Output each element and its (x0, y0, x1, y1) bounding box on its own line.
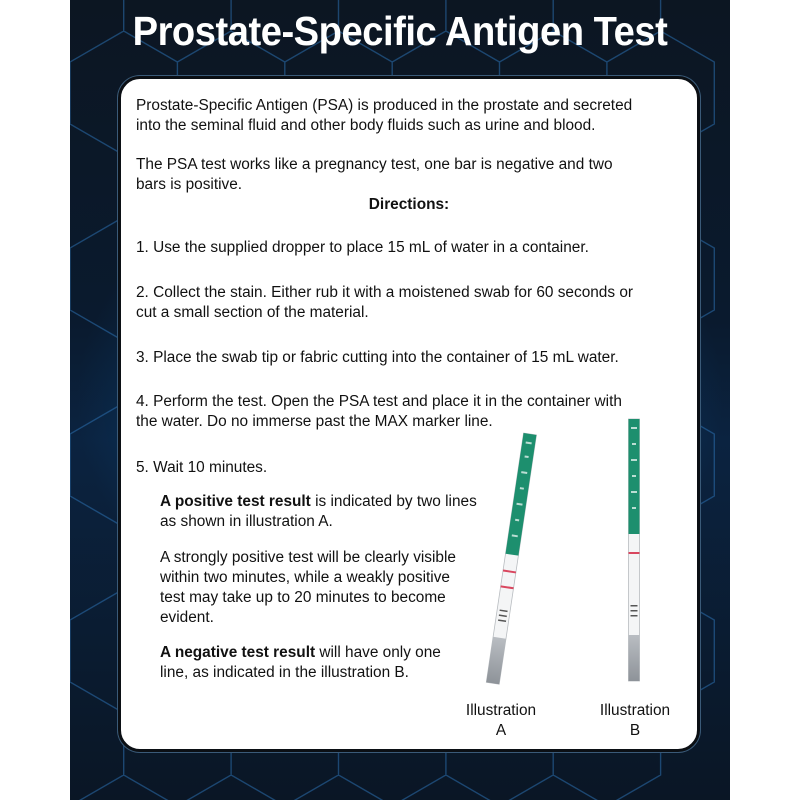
page-title: Prostate-Specific Antigen Test (132, 8, 668, 54)
poster-background (70, 0, 730, 800)
test-strip-a (486, 433, 536, 684)
illustration-b-letter: B (629, 722, 641, 739)
step-4-line-1: 4. Perform the test. Open the PSA test and place it in the container with (136, 393, 622, 410)
intro-line-2: into the seminal fluid and other body fluids such as urine and blood. (136, 117, 596, 134)
step-2-line-2: cut a small section of the material. (136, 304, 369, 321)
step-5: 5. Wait 10 minutes. (136, 459, 268, 476)
illustration-a-label: Illustration (465, 702, 537, 719)
intro-line-1: Prostate-Specific Antigen (PSA) is produced in the prostate and secreted (136, 97, 633, 114)
step-3: 3. Place the swab tip or fabric cutting into the container of 15 mL water. (136, 349, 619, 366)
strong-positive-line-1: A strongly positive test will be clearly visible (160, 549, 456, 566)
strong-positive-line-4: evident. (160, 609, 214, 626)
positive-result-bold: A positive test result (160, 493, 311, 510)
negative-result-bold: A negative test result (160, 644, 316, 661)
illustration-b-label: Illustration (599, 702, 671, 719)
negative-result-line-2: line, as indicated in the illustration B. (160, 664, 409, 681)
strong-positive-line-2: within two minutes, while a weakly positive (160, 569, 450, 586)
step-1: 1. Use the supplied dropper to place 15 mL of water in a container. (136, 239, 589, 256)
step-2-line-1: 2. Collect the stain. Either rub it with a moistened swab for 60 seconds or (136, 284, 634, 301)
illustration-b-caption (575, 701, 695, 741)
strip-a-label-band (506, 433, 537, 556)
negative-result-rest: will have only one (315, 644, 441, 661)
illustration-a-letter: A (495, 722, 507, 739)
positive-result-line-2: as shown in illustration A. (160, 513, 333, 530)
positive-result-rest: is indicated by two lines (310, 493, 477, 510)
directions-heading: Directions: (368, 196, 450, 213)
strong-positive-line-3: test may take up to 20 minutes to become (160, 589, 446, 606)
instruction-card (118, 76, 700, 752)
pregnancy-note-line-1: The PSA test works like a pregnancy test, one bar is negative and two (136, 156, 613, 173)
strip-b-control-line (629, 552, 640, 554)
step-4-line-2: the water. Do no immerse past the MAX marker line. (136, 413, 493, 430)
illustration-a-caption (441, 701, 561, 741)
test-strip-illustrations (121, 79, 697, 749)
test-strip-b (629, 419, 640, 681)
pregnancy-note-line-2: bars is positive. (136, 176, 243, 193)
